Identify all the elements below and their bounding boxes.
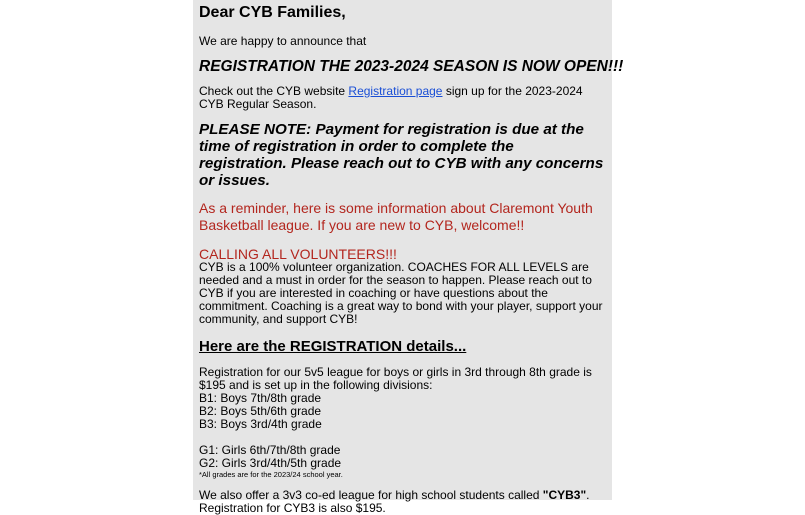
payment-note: PLEASE NOTE: Payment for registration is due at the time of registration in order to complete the registration. Please reach out to CYB with any concerns or issues.: [199, 121, 604, 189]
cyb3-fee: Registration for CYB3 is also $195.: [199, 501, 386, 515]
list-item: G1: Girls 6th/7th/8th grade: [199, 443, 341, 457]
cyb3-text-after: .: [586, 488, 590, 502]
greeting: Dear CYB Families,: [199, 4, 346, 21]
letter-content: [199, 0, 624, 515]
list-item: G2: Girls 3rd/4th/5th grade: [199, 456, 342, 470]
registration-page-link[interactable]: Registration page: [348, 84, 443, 98]
reminder-text: As a reminder, here is some information about Claremont Youth Basketball league. If you are new to CYB, welcome!!: [199, 200, 593, 233]
volunteers-body: CYB is a 100% volunteer organization. COACHES FOR ALL LEVELS are needed and a must in order for the season to happen. Please reach out to CYB if you are interested in coaching or have questions about the commitment. Coaching is a great way to bond with your player, support your community, and support CYB!: [199, 260, 603, 326]
details-heading: Here are the REGISTRATION details...: [199, 338, 467, 355]
letter-panel: [193, 0, 624, 515]
list-item: B1: Boys 7th/8th grade: [199, 391, 322, 405]
cyb3-text-before: We also offer a 3v3 co-ed league for high school students called: [199, 488, 543, 502]
website-paragraph: [199, 85, 604, 111]
registration-headline: REGISTRATION THE 2023-2024 SEASON IS NOW OPEN!!!: [199, 58, 624, 75]
boys-divisions-list: [199, 392, 604, 431]
volunteers-heading: CALLING ALL VOLUNTEERS!!!: [199, 246, 397, 262]
website-text-before: Check out the CYB website: [199, 84, 349, 98]
list-item: B2: Boys 5th/6th grade: [199, 404, 322, 418]
website-text-after: sign up for the 2023-2024 CYB Regular Season.: [199, 84, 583, 111]
girls-divisions-list: [199, 444, 604, 470]
cyb3-name: "CYB3": [542, 488, 587, 502]
intro-text: We are happy to announce that: [199, 34, 367, 48]
grades-footnote: *All grades are for the 2023/24 school year.: [199, 470, 343, 479]
list-item: B3: Boys 3rd/4th grade: [199, 417, 322, 431]
details-intro: Registration for our 5v5 league for boys or girls in 3rd through 8th grade is $195 and is set up in the following divisions:: [199, 365, 592, 392]
